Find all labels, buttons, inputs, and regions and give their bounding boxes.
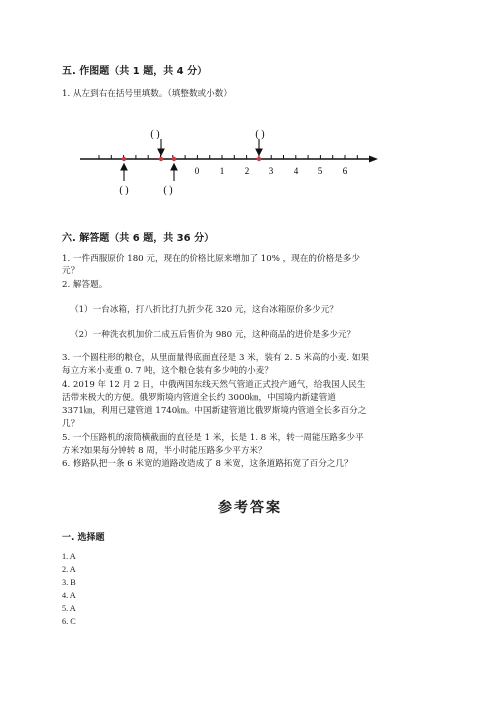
tick-label-5: 5 [317, 166, 323, 176]
answers-title: 参考答案 [218, 500, 282, 516]
section5-question-1: 1. 从左到右在括号里填数。（填整数或小数） [62, 89, 232, 99]
arrow-down-d [256, 139, 262, 155]
bracket-bottom-c: ( ) [163, 185, 173, 196]
section5-title: 五. 作图题（共 1 题，共 4 分） [62, 66, 208, 77]
number-line-arrow [369, 156, 378, 163]
point-a [122, 157, 126, 161]
tick-label-3: 3 [268, 166, 274, 176]
section6-line-5: （2）一种洗衣机加价二成五后售价为 980 元，这种商品的进价是多少元？ [70, 330, 356, 340]
tick-label-2: 2 [244, 166, 250, 176]
tick-label-0: 0 [194, 166, 200, 176]
section6-line-12: 5. 一个压路机的滚筒横截面的直径是 1 米，长是 1. 8 米，转一周能压路多少平 [62, 433, 364, 443]
section6-line-9: 活带来极大的方便。俄罗斯境内管道全长约 3000㎞，中国境内新建管道 [62, 393, 336, 403]
answer-item-3: 3. B [62, 578, 76, 587]
bracket-top-d: ( ) [255, 129, 265, 140]
bracket-top-b: ( ) [150, 129, 160, 140]
section6-line-14: 6. 修路队把一条 6 米宽的道路改造成了 8 米宽，这条道路拓宽了百分之几？ [62, 459, 353, 469]
section6-title: 六. 解答题（共 6 题，共 36 分） [62, 233, 215, 244]
arrow-down-b [158, 139, 164, 155]
section6-line-3: 2. 解答题。 [62, 280, 108, 290]
section6-line-11: 几？ [62, 419, 80, 429]
bracket-bottom-a: ( ) [119, 185, 129, 196]
section6-line-1: 1. 一件西服原价 180 元，现在的价格比原来增加了 10% ，现在的价格是多少 [62, 254, 360, 264]
tick-label-1: 1 [219, 166, 225, 176]
section6-line-6: 3. 一个圆柱形的粮仓，从里面量得底面直径是 3 米，装有 2. 5 米高的小麦. 如果 [62, 353, 370, 363]
arrow-up-a [121, 164, 127, 181]
arrow-up-c [171, 164, 177, 181]
section6-line-13: 方米?如果每分钟转 8 周，半小时能压路多少平方米？ [62, 446, 267, 456]
number-line-figure [0, 125, 500, 215]
section6-line-8: 4. 2019 年 12 月 2 日，中俄两国东线天然气管道正式投产通气，给我国人民生 [62, 380, 366, 390]
answer-item-5: 5. A [62, 604, 76, 613]
section6-line-2: 元？ [62, 266, 80, 276]
point-d [257, 157, 261, 161]
answer-item-2: 2. A [62, 565, 76, 574]
section6-line-7: 每立方米小麦重 0. 7 吨，这个粮仓装有多少吨的小麦？ [62, 366, 273, 376]
answer-item-1: 1. A [62, 552, 76, 561]
answer-item-4: 4. A [62, 591, 76, 600]
section6-line-10: 3371㎞，利用已建管道 1740㎞。中国新建管道比俄罗斯境内管道全长多百分之 [62, 406, 367, 416]
tick-label-4: 4 [293, 166, 299, 176]
point-b [159, 157, 163, 161]
answers-section1-title: 一. 选择题 [62, 533, 105, 543]
point-c [172, 157, 176, 161]
answer-item-6: 6. C [62, 617, 76, 626]
tick-label-6: 6 [342, 166, 348, 176]
section6-line-4: （1）一台冰箱，打八折比打九折少花 320 元，这台冰箱原价多少元？ [70, 305, 338, 315]
